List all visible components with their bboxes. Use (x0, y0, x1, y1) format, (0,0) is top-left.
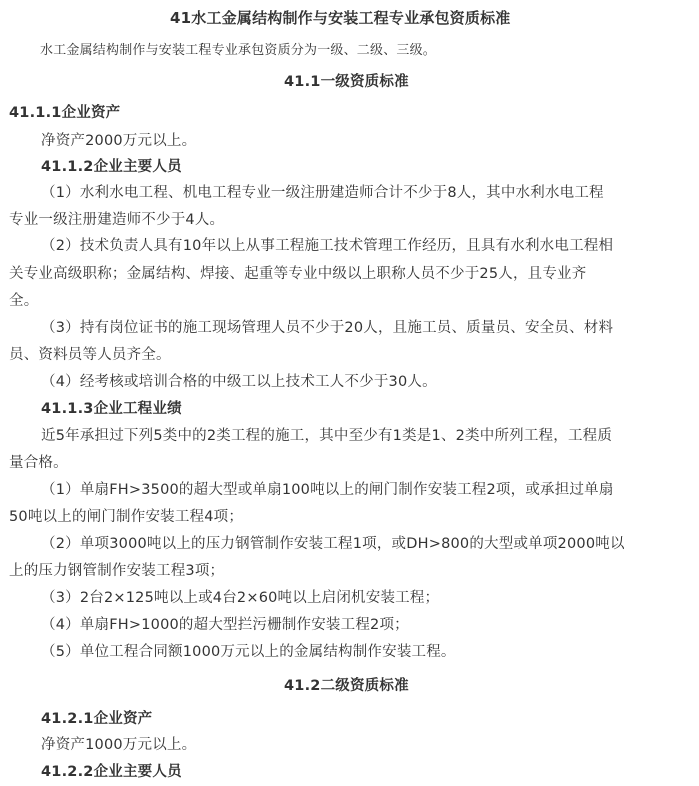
personnel-item-4: （4）经考核或培训合格的中级工以上技术工人不少于30人。 (41, 374, 437, 390)
subsection-heading-personnel-grade-2: 41.2.2企业主要人员 (41, 764, 182, 780)
work-item-3: （3）2台2×125吨以上或4台2×60吨以上启闭机安装工程； (41, 590, 440, 606)
personnel-item-3-line-2: 员、资料员等人员齐全。 (9, 347, 171, 363)
performance-intro-line-1: 近5年承担过下列5类中的2类工程的施工，其中至少有1类是1、2类中所列工程，工程质 (41, 428, 613, 444)
subsection-heading-personnel: 41.1.2企业主要人员 (41, 159, 182, 175)
subsection-heading-assets: 41.1.1企业资产 (9, 105, 121, 121)
subsection-heading-performance: 41.1.3企业工程业绩 (41, 401, 182, 417)
intro-paragraph: 水工金属结构制作与安装工程专业承包资质分为一级、二级、三级。 (40, 43, 437, 58)
work-item-2-line-2: 上的压力钢管制作安装工程3项； (9, 563, 225, 579)
personnel-item-2-line-2: 关专业高级职称；金属结构、焊接、起重等专业中级以上职称人员不少于25人，且专业齐 (9, 266, 587, 282)
work-item-2-line-1: （2）单项3000吨以上的压力钢管制作安装工程1项，或DH>800的大型或单项2000吨以 (41, 536, 625, 552)
personnel-item-2-line-1: （2）技术负责人具有10年以上从事工程施工技术管理工作经历，且具有水利水电工程相 (41, 238, 614, 254)
section-heading-grade-1: 41.1一级资质标准 (284, 74, 409, 90)
section-heading-grade-2: 41.2二级资质标准 (284, 678, 409, 694)
assets-text-grade-2: 净资产1000万元以上。 (41, 737, 197, 753)
work-item-1-line-2: 50吨以上的闸门制作安装工程4项； (9, 509, 244, 525)
assets-text: 净资产2000万元以上。 (41, 133, 197, 149)
work-item-1-line-1: （1）单扇FH>3500的超大型或单扇100吨以上的闸门制作安装工程2项，或承担过单扇 (41, 482, 614, 498)
subsection-heading-assets-grade-2: 41.2.1企业资产 (41, 711, 153, 727)
performance-intro-line-2: 量合格。 (9, 455, 68, 471)
personnel-item-1-line-1: （1）水利水电工程、机电工程专业一级注册建造师合计不少于8人，其中水利水电工程 (41, 185, 604, 201)
personnel-item-1-line-2: 专业一级注册建造师不少于4人。 (9, 212, 225, 228)
work-item-5: （5）单位工程合同额1000万元以上的金属结构制作安装工程。 (41, 644, 456, 660)
personnel-item-3-line-1: （3）持有岗位证书的施工现场管理人员不少于20人，且施工员、质量员、安全员、材料 (41, 320, 614, 336)
personnel-item-2-line-3: 全。 (9, 293, 39, 309)
work-item-4: （4）单扇FH>1000的超大型拦污栅制作安装工程2项； (41, 617, 409, 633)
document-title: 41水工金属结构制作与安装工程专业承包资质标准 (170, 9, 511, 27)
